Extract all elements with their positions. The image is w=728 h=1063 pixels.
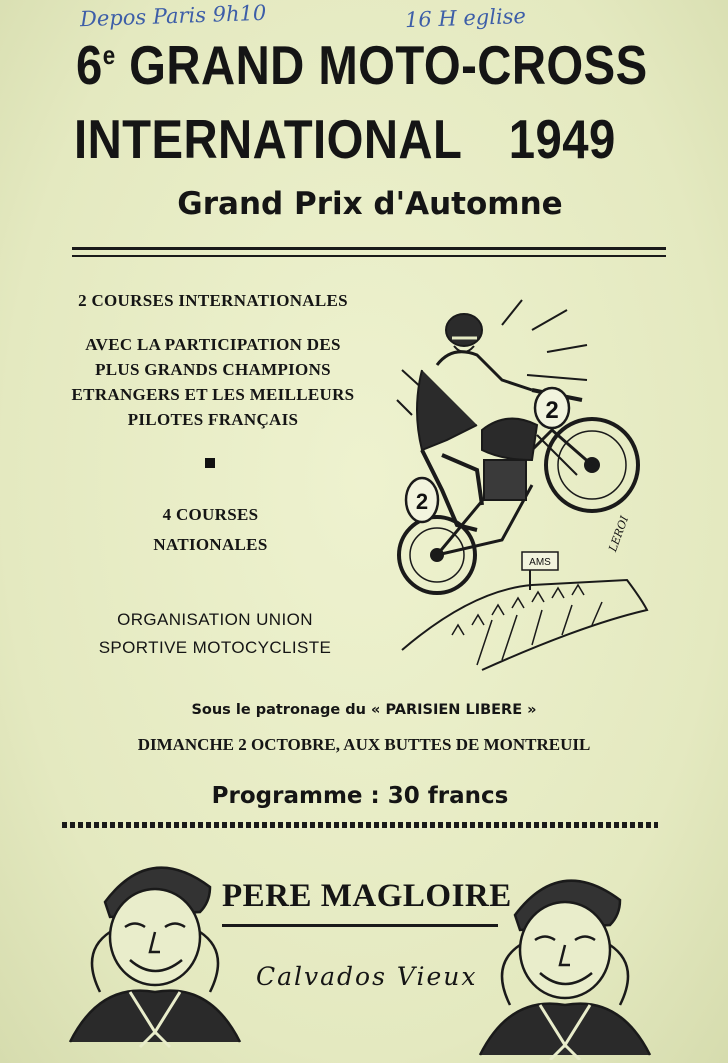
title-grand-moto-cross: GRAND MOTO-CROSS	[129, 34, 648, 96]
program-price: Programme : 30 francs	[211, 783, 509, 809]
wavy-divider	[62, 822, 658, 828]
title-year: 1949	[508, 108, 616, 170]
international-races: 2 COURSES INTERNATIONALES	[78, 291, 348, 310]
advert-product: Calvados Vieux	[256, 962, 478, 991]
handwritten-note-left: Depos Paris 9h10	[79, 0, 267, 32]
patronage-line: Sous le patronage du « PARISIEN LIBERE »	[191, 702, 537, 718]
national-races-line: NATIONALES	[153, 535, 268, 554]
organisation-line: SPORTIVE MOTOCYCLISTE	[98, 638, 332, 657]
rider-number-front: 2	[545, 397, 559, 424]
national-races	[58, 500, 363, 560]
handwritten-note-right: 16 H eglise	[404, 3, 527, 33]
motion-line	[532, 310, 567, 330]
participation-line: PILOTES FRANÇAIS	[127, 410, 299, 429]
organisation-line: ORGANISATION UNION	[117, 610, 313, 629]
edition-suffix: e	[102, 40, 116, 70]
participation-line: ETRANGERS ET LES MEILLEURS	[71, 385, 355, 404]
signpost-label: AMS	[529, 557, 551, 568]
advert-brand: PERE MAGLOIRE	[222, 878, 512, 914]
participation-line: PLUS GRANDS CHAMPIONS	[95, 360, 331, 379]
edition-number: 6	[76, 34, 103, 96]
date-place-line: DIMANCHE 2 OCTOBRE, AUX BUTTES DE MONTREUIL	[137, 735, 591, 754]
title-line-1	[76, 34, 648, 96]
artist-signature: LEROI	[606, 514, 632, 554]
motion-line	[502, 300, 522, 325]
double-rule-bottom	[72, 255, 666, 257]
old-man-illustration-left	[60, 842, 250, 1052]
separator-square	[205, 458, 215, 468]
rider-number-side: 2	[415, 489, 429, 514]
title-line-2	[74, 108, 616, 170]
double-rule-top	[72, 247, 666, 250]
motocross-illustration	[382, 290, 672, 675]
participation-block	[58, 332, 368, 432]
organisation	[70, 606, 360, 662]
participation-line: AVEC LA PARTICIPATION DES	[85, 335, 341, 354]
advert-underline	[222, 924, 498, 927]
subtitle: Grand Prix d'Automne	[177, 186, 563, 222]
title-international: INTERNATIONAL	[74, 108, 463, 170]
national-races-line: 4 COURSES	[162, 505, 259, 524]
